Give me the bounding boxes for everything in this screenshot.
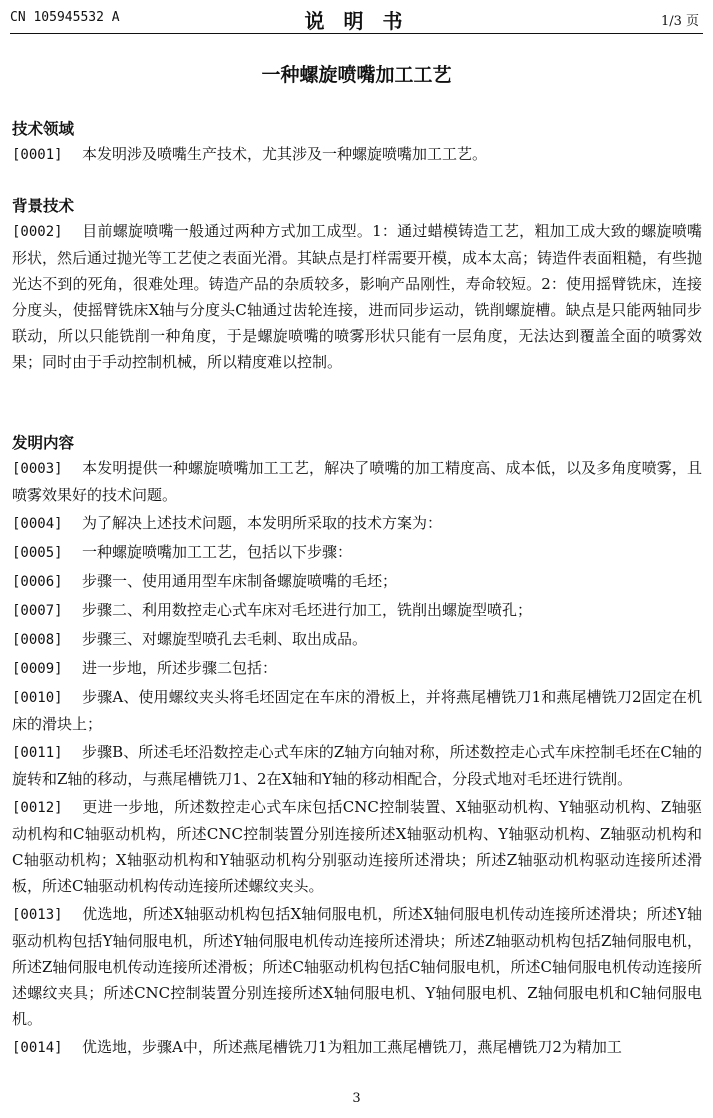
paragraph-text: 本发明涉及喷嘴生产技术，尤其涉及一种螺旋喷嘴加工工艺。 bbox=[82, 145, 488, 163]
paragraph-text: 进一步地，所述步骤二包括： bbox=[82, 659, 278, 677]
paragraph bbox=[12, 597, 702, 624]
paragraph-number: [0006] bbox=[12, 574, 63, 590]
paragraph-number: [0007] bbox=[12, 603, 63, 619]
paragraph bbox=[12, 539, 702, 566]
paragraph-number: [0008] bbox=[12, 632, 63, 648]
paragraph-text: 步骤三、对螺旋型喷孔去毛刺、取出成品。 bbox=[82, 630, 368, 648]
paragraph-text: 步骤A、使用螺纹夹头将毛坯固定在车床的滑板上，并将燕尾槽铣刀1和燕尾槽铣刀2固定在机床的滑块上； bbox=[12, 688, 702, 733]
paragraph-text: 为了解决上述技术问题，本发明所采取的技术方案为： bbox=[82, 514, 443, 532]
section-summary bbox=[12, 455, 702, 1063]
paragraph-number: [0010] bbox=[12, 690, 63, 706]
paragraph bbox=[12, 739, 702, 792]
paragraph bbox=[12, 626, 702, 653]
paragraph bbox=[12, 794, 702, 899]
paragraph bbox=[12, 141, 702, 168]
paragraph-number: [0003] bbox=[12, 461, 63, 477]
page-number: 3 bbox=[352, 1091, 361, 1106]
paragraph bbox=[12, 510, 702, 537]
paragraph-text: 步骤一、使用通用型车床制备螺旋喷嘴的毛坯； bbox=[82, 572, 398, 590]
section-technical-field bbox=[12, 141, 702, 170]
section-background bbox=[12, 218, 702, 377]
paragraph-number: [0005] bbox=[12, 545, 63, 561]
paragraph-number: [0013] bbox=[12, 907, 63, 923]
paragraph-text: 步骤二、利用数控走心式车床对毛坯进行加工，铣削出螺旋型喷孔； bbox=[82, 601, 533, 619]
page-indicator: 1/3 页 bbox=[660, 14, 699, 29]
paragraph bbox=[12, 568, 702, 595]
paragraph bbox=[12, 901, 702, 1032]
paragraph bbox=[12, 455, 702, 508]
document-title: 一种螺旋喷嘴加工工艺 bbox=[261, 64, 452, 86]
paragraph-number: [0009] bbox=[12, 661, 63, 677]
paragraph-number: [0001] bbox=[12, 147, 63, 163]
paragraph-text: 更进一步地，所述数控走心式车床包括CNC控制装置、X轴驱动机构、Y轴驱动机构、Z轴驱动机构和C轴驱动机构，所述CNC控制装置分别连接所述X轴驱动机构、Y轴驱动机构、Z轴驱动机构和C轴驱动机构；X轴驱动机构和Y轴驱动机构分别驱动连接所述滑块；所述Z轴驱动机构驱动连接所述滑板，所述C轴驱动机构传动连接所述螺纹夹头。 bbox=[12, 798, 702, 895]
paragraph bbox=[12, 1034, 702, 1061]
document-type: 说 明 书 bbox=[304, 9, 409, 33]
header-divider bbox=[10, 33, 703, 34]
section-heading-technical-field: 技术领域 bbox=[12, 120, 75, 138]
paragraph-text: 本发明提供一种螺旋喷嘴加工工艺，解决了喷嘴的加工精度高、成本低，以及多角度喷雾，且喷雾效果好的技术问题。 bbox=[12, 459, 702, 504]
paragraph-text: 优选地，所述X轴驱动机构包括X轴伺服电机，所述X轴伺服电机传动连接所述滑块；所述Y轴驱动机构包括Y轴伺服电机，所述Y轴伺服电机传动连接所述滑块；所述Z轴驱动机构包括Z轴伺服电机，所述Z轴伺服电机传动连接所述滑板；所述C轴驱动机构包括C轴伺服电机，所述C轴伺服电机传动连接所述螺纹夹具；所述CNC控制装置分别连接所述X轴伺服电机、Y轴伺服电机、Z轴伺服电机和C轴伺服电机。 bbox=[12, 905, 702, 1028]
paragraph-text: 优选地，步骤A中，所述燕尾槽铣刀1为粗加工燕尾槽铣刀，燕尾槽铣刀2为精加工 bbox=[82, 1038, 622, 1056]
paragraph-number: [0012] bbox=[12, 800, 63, 816]
section-heading-background: 背景技术 bbox=[12, 197, 75, 215]
paragraph bbox=[12, 218, 702, 375]
paragraph-number: [0004] bbox=[12, 516, 63, 532]
paragraph-number: [0002] bbox=[12, 224, 63, 240]
page-header bbox=[0, 0, 713, 34]
paragraph bbox=[12, 655, 702, 682]
paragraph-number: [0011] bbox=[12, 745, 63, 761]
patent-number: CN 105945532 A bbox=[10, 10, 120, 25]
paragraph-number: [0014] bbox=[12, 1040, 63, 1056]
paragraph-text: 目前螺旋喷嘴一般通过两种方式加工成型。1：通过蜡模铸造工艺，粗加工成大致的螺旋喷嘴形状，然后通过抛光等工艺使之表面光滑。其缺点是打样需要开模，成本太高；铸造件表面粗糙，有些抛光达不到的死角，很难处理。铸造产品的杂质较多，影响产品刚性，寿命较短。2：使用摇臂铣床，连接分度头，使摇臂铣床X轴与分度头C轴通过齿轮连接，进而同步运动，铣削螺旋槽。缺点是只能两轴同步联动，所以只能铣削一种角度，于是螺旋喷嘴的喷雾形状只能有一层角度，无法达到覆盖全面的喷雾效果；同时由于手动控制机械，所以精度难以控制。 bbox=[12, 222, 703, 371]
section-heading-summary: 发明内容 bbox=[12, 434, 75, 452]
paragraph-text: 一种螺旋喷嘴加工工艺，包括以下步骤： bbox=[82, 543, 353, 561]
paragraph-text: 步骤B、所述毛坯沿数控走心式车床的Z轴方向轴对称，所述数控走心式车床控制毛坯在C轴的旋转和Z轴的移动，与燕尾槽铣刀1、2在X轴和Y轴的移动相配合，分段式地对毛坯进行铣削。 bbox=[12, 743, 702, 788]
paragraph bbox=[12, 684, 702, 737]
